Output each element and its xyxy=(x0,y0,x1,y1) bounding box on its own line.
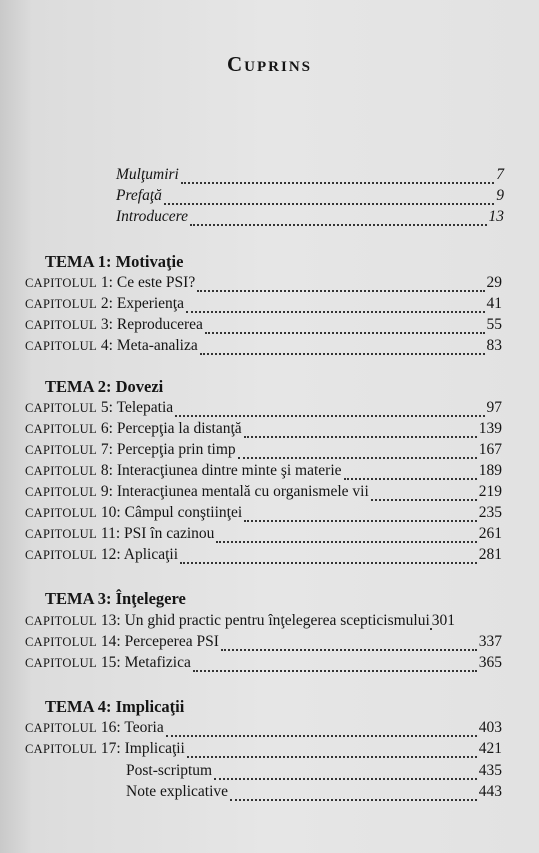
toc-entry-back-1[interactable] xyxy=(126,762,502,782)
toc-entry-chapter-16[interactable] xyxy=(25,719,502,739)
dot-leader xyxy=(186,301,485,313)
chapter-number: 11: xyxy=(100,525,121,542)
chapter-number: 7: xyxy=(100,441,113,458)
chapter-prefix: CAPITOLUL xyxy=(25,614,97,628)
toc-page-number: 167 xyxy=(478,441,502,458)
toc-entry-label: Meta-analiza xyxy=(116,337,198,354)
page-title: Cuprins xyxy=(226,52,312,76)
toc-page-number: 235 xyxy=(478,504,502,521)
dot-leader xyxy=(344,468,477,480)
toc-entry-chapter-14[interactable] xyxy=(25,633,502,653)
chapter-prefix: CAPITOLUL xyxy=(25,485,97,499)
toc-page-number: 301 xyxy=(431,612,456,629)
toc-entry-chapter-2[interactable] xyxy=(25,295,502,315)
chapter-number: 2: xyxy=(100,295,113,312)
chapter-number: 1: xyxy=(100,274,113,291)
toc-page-number: 435 xyxy=(478,762,502,779)
toc-page-number: 83 xyxy=(486,337,502,354)
toc-entry-chapter-17[interactable] xyxy=(25,740,502,760)
chapter-prefix: CAPITOLUL xyxy=(25,721,97,735)
dot-leader xyxy=(193,660,477,672)
chapter-number: 3: xyxy=(100,316,113,333)
chapter-prefix: CAPITOLUL xyxy=(25,401,97,415)
toc-entry-front-1[interactable] xyxy=(116,166,504,186)
part-heading-1: TEMA 1: Motivaţie xyxy=(45,252,184,271)
toc-entry-chapter-12[interactable] xyxy=(25,546,502,566)
dot-leader xyxy=(430,618,432,630)
toc-entry-chapter-9[interactable] xyxy=(25,483,502,503)
toc-page-number: 29 xyxy=(486,274,502,291)
toc-entry-label: Interacţiunea mentală cu organismele vii xyxy=(116,483,369,500)
chapter-number: 4: xyxy=(100,337,113,354)
chapter-prefix: CAPITOLUL xyxy=(25,464,97,478)
toc-entry-chapter-6[interactable] xyxy=(25,420,502,440)
chapter-number: 15: xyxy=(100,654,121,671)
toc-entry-label: Post-scriptum xyxy=(126,762,213,779)
dot-leader xyxy=(166,725,477,737)
chapter-number: 14: xyxy=(100,633,121,650)
chapter-number: 12: xyxy=(100,546,121,563)
toc-page-number: 7 xyxy=(496,166,504,183)
chapter-prefix: CAPITOLUL xyxy=(25,443,97,457)
toc-entry-label: Câmpul conştiinţei xyxy=(124,504,243,521)
dot-leader xyxy=(216,531,476,543)
toc-entry-label: Telepatia xyxy=(116,399,174,416)
toc-entry-label: Reproducerea xyxy=(116,316,203,333)
toc-entry-chapter-13[interactable] xyxy=(25,612,502,632)
chapter-prefix: CAPITOLUL xyxy=(25,276,97,290)
chapter-prefix: CAPITOLUL xyxy=(25,548,97,562)
toc-page-number: 443 xyxy=(478,783,502,800)
toc-entry-label: Implicaţii xyxy=(124,740,185,757)
part-heading-4: TEMA 4: Implicaţii xyxy=(45,697,185,716)
dot-leader xyxy=(187,746,477,758)
toc-entry-chapter-11[interactable] xyxy=(25,525,502,545)
dot-leader xyxy=(205,322,485,334)
toc-entry-chapter-3[interactable] xyxy=(25,316,502,336)
chapter-number: 8: xyxy=(100,462,113,479)
chapter-number: 17: xyxy=(100,740,121,757)
toc-page-number: 403 xyxy=(478,719,502,736)
toc-page-number: 261 xyxy=(478,525,502,542)
toc-entry-chapter-7[interactable] xyxy=(25,441,502,461)
dot-leader xyxy=(180,552,477,564)
part-heading-2: TEMA 2: Dovezi xyxy=(45,377,164,396)
toc-entry-chapter-10[interactable] xyxy=(25,504,502,524)
toc-page-number: 55 xyxy=(486,316,502,333)
toc-entry-label: Percepţia la distanţă xyxy=(116,420,242,437)
chapter-prefix: CAPITOLUL xyxy=(25,339,97,353)
toc-page-number: 281 xyxy=(478,546,502,563)
toc-entry-label: Mulţumiri xyxy=(116,166,179,183)
chapter-number: 16: xyxy=(100,719,121,736)
chapter-number: 10: xyxy=(100,504,121,521)
toc-entry-label: Prefaţă xyxy=(116,187,162,204)
dot-leader xyxy=(230,789,477,801)
toc-entry-front-3[interactable] xyxy=(116,208,504,228)
toc-entry-label: PSI în cazinou xyxy=(124,525,215,542)
dot-leader xyxy=(197,280,484,292)
toc-entry-label: Un ghid practic pentru înţelegerea scepticismului xyxy=(124,612,430,629)
toc-page-number: 219 xyxy=(478,483,502,500)
dot-leader xyxy=(190,214,486,226)
chapter-prefix: CAPITOLUL xyxy=(25,656,97,670)
toc-entry-label: Teoria xyxy=(124,719,164,736)
dot-leader xyxy=(244,426,477,438)
toc-entry-label: Introducere xyxy=(116,208,189,225)
chapter-prefix: CAPITOLUL xyxy=(25,527,97,541)
toc-entry-chapter-4[interactable] xyxy=(25,337,502,357)
chapter-prefix: CAPITOLUL xyxy=(25,318,97,332)
toc-entry-label: Metafizica xyxy=(124,654,191,671)
chapter-prefix: CAPITOLUL xyxy=(25,635,97,649)
dot-leader xyxy=(175,405,484,417)
toc-page-number: 139 xyxy=(478,420,502,437)
chapter-prefix: CAPITOLUL xyxy=(25,297,97,311)
chapter-prefix: CAPITOLUL xyxy=(25,422,97,436)
chapter-prefix: CAPITOLUL xyxy=(25,742,97,756)
toc-entry-label: Experienţa xyxy=(116,295,184,312)
toc-entry-chapter-15[interactable] xyxy=(25,654,502,674)
toc-page-number: 365 xyxy=(478,654,502,671)
chapter-number: 13: xyxy=(100,612,121,629)
dot-leader xyxy=(244,510,477,522)
toc-page-number: 9 xyxy=(496,187,504,204)
toc-page-number: 337 xyxy=(478,633,502,650)
toc-page-number: 13 xyxy=(488,208,504,225)
toc-entry-label: Ce este PSI? xyxy=(116,274,196,291)
toc-entry-chapter-1[interactable] xyxy=(25,274,502,294)
dot-leader xyxy=(200,343,485,355)
toc-entry-label: Interacţiunea dintre minte şi materie xyxy=(116,462,342,479)
toc-page-number: 189 xyxy=(478,462,502,479)
toc-entry-label: Perceperea PSI xyxy=(124,633,219,650)
chapter-number: 6: xyxy=(100,420,113,437)
toc-page-number: 97 xyxy=(486,399,502,416)
chapter-number: 9: xyxy=(100,483,113,500)
toc-entry-label: Aplicaţii xyxy=(123,546,179,563)
dot-leader xyxy=(221,639,477,651)
chapter-number: 5: xyxy=(100,399,113,416)
dot-leader xyxy=(164,193,494,205)
toc-entry-label: Percepţia prin timp xyxy=(116,441,236,458)
toc-entry-chapter-8[interactable] xyxy=(25,462,502,482)
toc-page-number: 421 xyxy=(478,740,502,757)
toc-entry-label: Note explicative xyxy=(126,783,228,800)
dot-leader xyxy=(238,447,477,459)
dot-leader xyxy=(214,768,477,780)
dot-leader xyxy=(371,489,477,501)
toc-entry-front-2[interactable] xyxy=(116,187,504,207)
toc-page-number: 41 xyxy=(486,295,502,312)
dot-leader xyxy=(181,172,494,184)
part-heading-3: TEMA 3: Înţelegere xyxy=(45,589,186,608)
toc-entry-chapter-5[interactable] xyxy=(25,399,502,419)
chapter-prefix: CAPITOLUL xyxy=(25,506,97,520)
toc-entry-back-2[interactable] xyxy=(126,783,502,803)
